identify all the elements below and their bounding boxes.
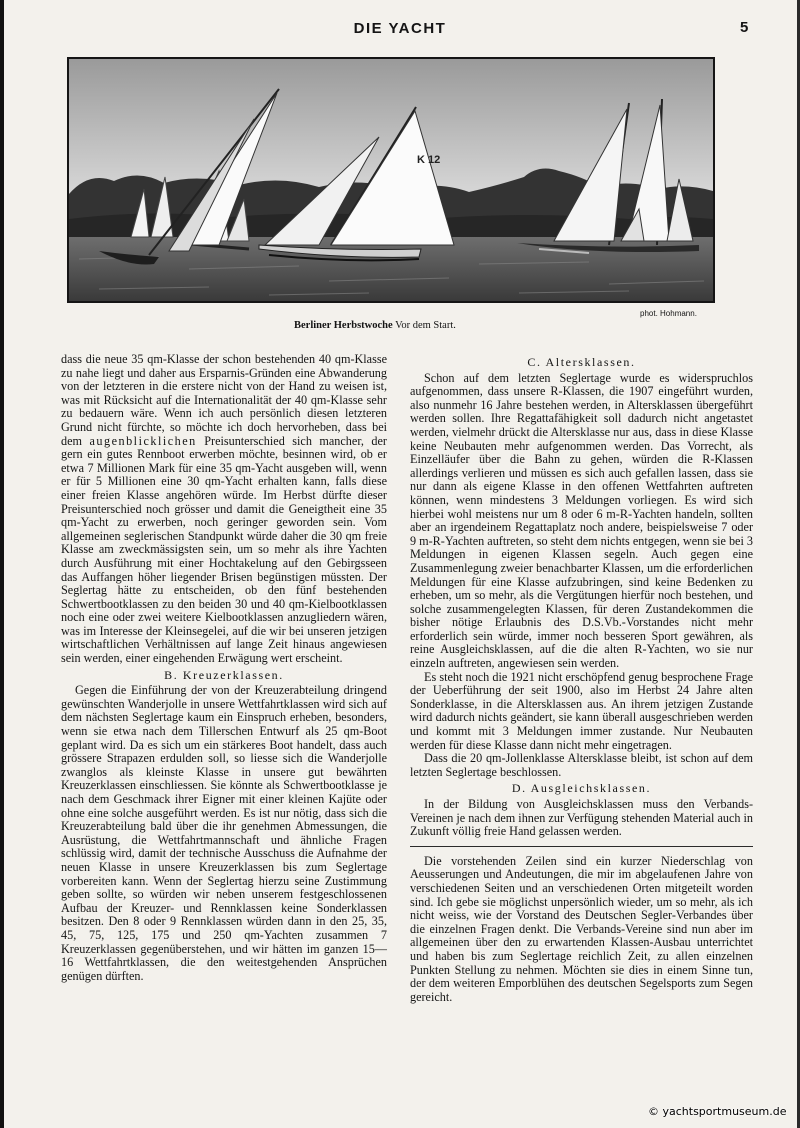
sail-number-label: K 12	[417, 154, 441, 166]
left-column	[61, 353, 387, 983]
paragraph-ausgleichsklassen: In der Bildung von Ausgleichsklassen muss den Verbands-Vereinen je nach dem ihnen zur Verfügung stehenden Material auch in Zukunft völlig freie Hand gelassen werden.	[410, 797, 753, 839]
copyright-watermark: © yachtsportmuseum.de	[648, 1105, 787, 1118]
scan-left-edge	[0, 0, 4, 1128]
heading-altersklassen: C. Altersklassen.	[527, 355, 636, 369]
caption-place: Berliner Herbstwoche	[294, 320, 393, 331]
right-column	[410, 353, 753, 1004]
paragraph-altersklassen: Schon auf dem letzten Seglertage wurde es widerspruchlos aufgenommen, dass unsere R-Klassen, die 1907 eingeführt wurden, also nunmehr 16 Jahre bestehen werden, in Altersklassen übergeführt werden sollen. Ihre Regattafähigkeit soll dadurch nicht angetastet werden, vielmehr drückt die Altersklasse nur aus, dass in diese Klasse keine Neubauten mehr aufgenommen werden. Das Vorrecht, als Einzelläufer über die Bahn zu gehen, würden die R-Klassen allerdings verlieren und müssen es sich auch gefallen lassen, dass sie nur dann als eigene Klasse in den offenen Wettfahrten auftreten können, wenn mindestens 3 Meldungen vorliegen. Es wird sich hierbei wohl meistens nur um 8 oder 6 m-R-Yachten handeln, sollten aber an irgendeinem Regattaplatz noch andere, beispielsweise 7 oder 9 m-R-Yachten auftreten, so steht dem nichts entgegen, wenn sie bei 3 Meldungen in eigenen Klassen segeln. Auch gegen eine Zusammenlegung zweier benachbarter Klassen, um die erforderlichen Meldungen für eine Klasse aufzubringen, sind keine Bedenken zu erheben, um so mehr, als die Vergütungen hierfür noch bestehen, und solche zusammengelegten Klassen, für deren Zustandekommen die bisher nötige Erlaubnis des D.S.Vb.-Vorstandes nicht mehr erforderlich sein würde, immer noch besseren Sport gewähren, als reine Ausgleichsklassen, auf die die alten R-Yachten, wo sie nur einzeln auftreten, angewiesen sein werden.	[410, 370, 753, 671]
paragraph-closing-remarks: Die vorstehenden Zeilen sind ein kurzer Niederschlag von Aeusserungen und Andeutungen, die mir im abgelaufenen Jahre von verschiedenen Seiten und an verschiedenen Orten mitgeteilt worden sind. Ich gebe sie möglichst unpersönlich wieder, um so mehr, als ich nicht weiss, wie der Vorstand des Deutschen Segler-Verbandes über die einzelnen Fragen denkt. Die Verbands-Vereine sind nun aber im allgemeinen über den zu erwartenden Klassen-Ausbau unterrichtet und haben bis zum Seglertage reichlich Zeit, zu allen einzelnen Punkten Stellung zu nehmen. Möchten sie dies in einem Sinne tun, der dem weiteren Emporblühen des deutschen Segelsports zum Segen gereicht.	[410, 853, 753, 1004]
section-divider	[410, 846, 753, 847]
sailing-yachts-illustration	[69, 59, 713, 301]
heading-kreuzerklassen: B. Kreuzerklassen.	[164, 667, 284, 682]
figure-caption	[294, 320, 456, 331]
emphasis-augenblicklichen: augenblicklichen	[89, 433, 197, 448]
page-number: 5	[740, 19, 749, 36]
paragraph-jollenklasse: Dass die 20 qm-Jollenklasse Altersklasse bleibt, ist schon auf dem letzten Seglertage beschlossen.	[410, 751, 753, 779]
paragraph-sonderklasse: Es steht noch die 1921 nicht erschöpfend genug besprochene Frage der Ueberführung der seit 1900, also im Herbst 24 Jahre alten Sonderklasse, in die Altersklassen aus. An ihrem jetzigen Zustande wird dadurch nichts geändert, sie kann überall ausgeschrieben werden und kommt mit 3 Meldungen immer zustande. Nur Neubauten werden für diese Klasse dann nicht mehr eingetragen.	[410, 669, 753, 752]
heading-ausgleichsklassen: D. Ausgleichsklassen.	[511, 781, 652, 796]
photo-credit: phot. Hohmann.	[640, 309, 697, 318]
paragraph-kreuzerklassen: Gegen die Einführung der von der Kreuzerabteilung dringend gewünschten Wanderjolle in unsere Wettfahrtklassen wird sich auf dem nächsten Seglertage kaum ein Einspruch erheben, besonders, wenn sie etwa nach dem Tillerschen Entwurf als 25 qm-Boot geplant wird. Da es sich um ein stärkeres Boot handelt, dass auch grössere Strapazen erdulden soll, so liesse sich die Wanderjolle zwanglos als kleinste Klasse in unsere gut bewährten Kreuzerklassen einschliessen. Sie könnte als Schwertbootklasse je nach dem Geschmack ihrer Eigner mit einer kleinen Kajüte oder ohne eine solche ausgeführt werden. Es ist nur nötig, dass sich die Kreuzerabteilung bald über die ihr genehmen Abmessungen, die Ausrüstung, die Wettfahrtmannschaft und ähnliche Fragen schlüssig wird, damit der technische Ausschuss die Aufnahme der neuen Klasse in unsere Kreuzerklassen bis zum Seglertage vorbereiten kann. Wenn der Seglertag hierzu seine Zustimmung geben sollte, so würden wir neben unserem festgeschlossenen Aufbau der Kreuzer- und Rennklassen keine Sonderklassen besitzen. Den 8 oder 9 Rennklassen würden dann in den 25, 35, 45, 75, 125, 175 und 250 qm-Yachten zusammen 7 Kreuzerklassen gegenüberstehen, und wir hätten im ganzen 15—16 Wettfahrtklassen, die den weitestgehenden Ansprüchen genügen dürften.	[61, 683, 387, 983]
regatta-photo	[67, 57, 715, 303]
caption-text: Vor dem Start.	[395, 320, 456, 331]
paragraph-classes-35qm: dass die neue 35 qm-Klasse der schon bestehenden 40 qm-Klasse zu nahe liegt und daher aus Ersparnis-Gründen eine Abwanderung von der letzteren in die erstere nicht von der Hand zu weisen ist, was mit Rücksicht auf die Internationalität der 40 qm-Klasse sehr zu bedauern wäre. Wenn ich auch persönlich diesen letzteren Grund nicht fürchte, so möchte ich doch hervorheben, dass bei dem augenblicklichen Preisunterschied sich mancher, der gern ein gutes Rennboot erwerben möchte, besinnen wird, ob er etwa 7 Millionen Mark für eine 35 qm-Yacht ausgeben will, wenn er für 5 Millionen eine 30 qm-Yacht erhalten kann, falls diese einer freien Klasse angehören würde. Im Herbst dürfte dieser Preisunterschied noch grösser und damit die Geneigtheit eine 35 qm-Yacht zu erwerben, noch geringer geworden sein. Vom allgemeinen seglerischen Standpunkt würde daher die 30 qm freie Klasse am zweckmässigsten sein, um so mehr als ihre Yachten durch Ausführung mit einer Hochtakelung auf den Gebirgsseen das Auffangen höher liegender Brisen begünstigen müssten. Der Seglertag hätte zu entscheiden, ob den fünf bestehenden Schwertbootklassen zu den beiden 30 und 40 qm-Kielbootklassen noch eine oder zwei weitere Kielbootklassen anzugliedern wären, was im Interesse der Kleinsegelei, auf die wir bei unseren jetzigen wirtschaftlichen Verhältnissen auf lange Zeit hinaus angewiesen sein werden, einer eingehenden Erwägung wert erscheint.	[61, 352, 387, 666]
running-head: DIE YACHT	[353, 20, 447, 37]
